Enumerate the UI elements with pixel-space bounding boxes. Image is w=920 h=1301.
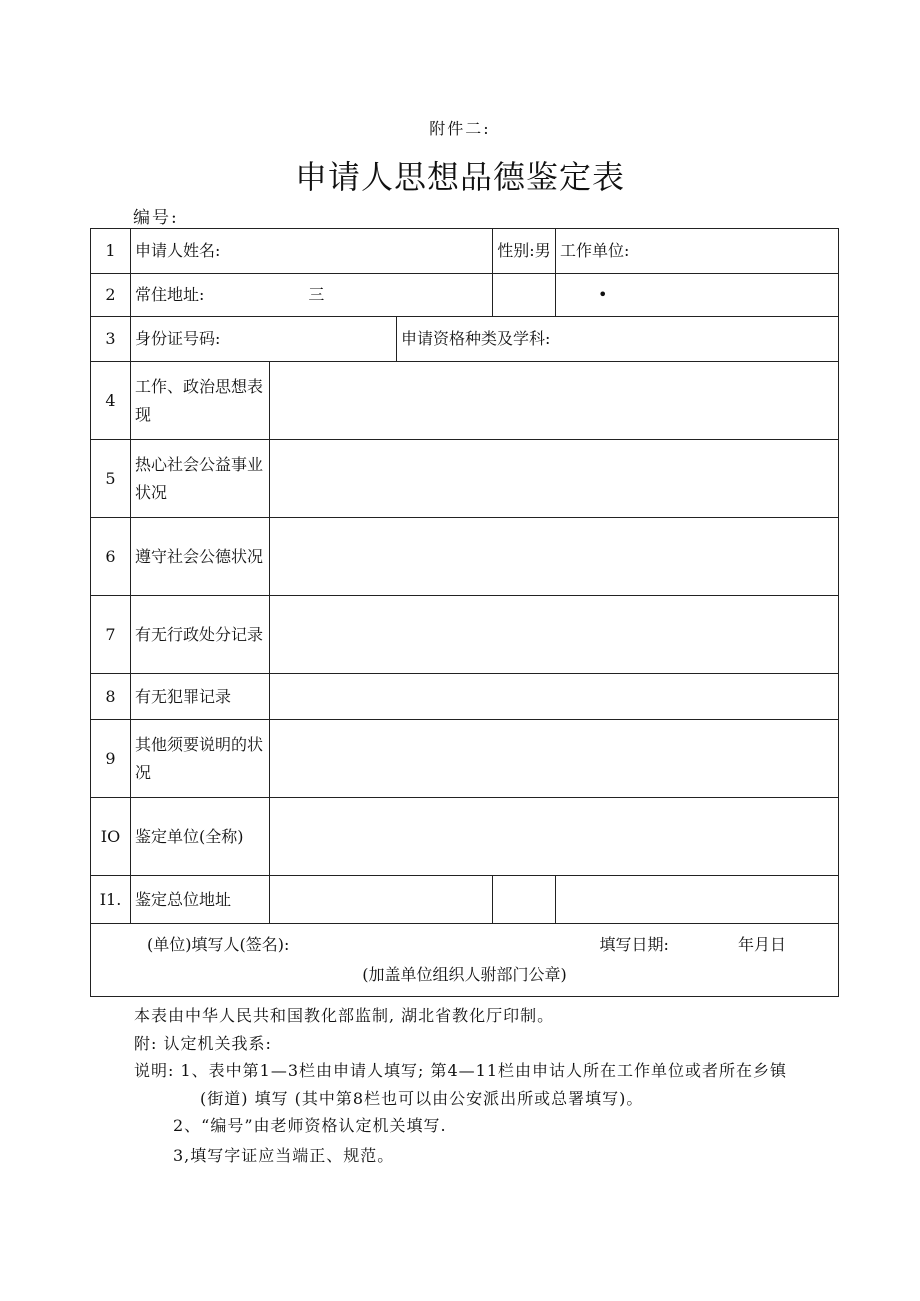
instruction-1: 说明: 1、表中第1—3栏由申请人填写; 第4—11栏由申诂人所在工作单位或者所在乡镇 [134, 1061, 788, 1080]
bullet-mark: • [598, 285, 608, 304]
printed-by-note: 本表由中华人民共和国教化部监制, 湖北省教化厅印制。 [134, 1006, 555, 1025]
address-field-cell-2[interactable] [493, 274, 556, 317]
row-number: 3 [91, 317, 131, 362]
row-number: 1 [91, 229, 131, 274]
seal-note: (加盖单位组织人驸部门公章) [362, 965, 567, 984]
row-label: 鉴定单位(全称) [131, 798, 270, 876]
instruction-1-continued: (街道) 填写 (其中第8栏也可以由公安派出所或总署填写)。 [200, 1089, 644, 1108]
filler-signature-label: (单位)填写人(签名): [147, 935, 290, 954]
employer-field[interactable] [556, 229, 839, 274]
form-row-3 [91, 317, 839, 362]
gender-field[interactable] [493, 229, 556, 274]
fill-date-value: 年月日 [737, 935, 786, 954]
appraisal-unit-field[interactable] [270, 798, 839, 876]
political-performance-field[interactable] [270, 362, 839, 440]
row-number: 4 [91, 362, 131, 440]
form-row-1 [91, 229, 839, 274]
form-row-2 [91, 274, 839, 317]
row-label: 工作、政治思想表现 [131, 362, 270, 440]
row-number: 8 [91, 674, 131, 720]
address-mid-char: 三 [308, 285, 325, 304]
serial-number-label: 编号: [133, 208, 179, 228]
fill-date-label: 填写日期: [599, 935, 669, 954]
row-label: 其他须要说明的状况 [131, 720, 270, 798]
form-footer-row [91, 924, 839, 997]
form-row-10 [91, 798, 839, 876]
appraisal-form-table [90, 228, 839, 997]
address-field[interactable] [131, 274, 493, 317]
public-welfare-field[interactable] [270, 440, 839, 518]
row-label: 热心社会公益事业状况 [131, 440, 270, 518]
id-number-label: 身份证号码: [135, 329, 221, 348]
unit-address-field-3[interactable] [556, 876, 839, 924]
form-row-7 [91, 596, 839, 674]
row-number: 2 [91, 274, 131, 317]
row-label: 有无行政处分记录 [131, 596, 270, 674]
form-row-6 [91, 518, 839, 596]
row-number: 7 [91, 596, 131, 674]
employer-label: 工作单位: [560, 241, 630, 260]
qualification-label: 申请资格种类及学科: [401, 329, 551, 348]
instruction-2: 2、“编号”由老师资格认定机关填写. [173, 1116, 447, 1135]
row-number: I1. [91, 876, 131, 924]
form-row-9 [91, 720, 839, 798]
unit-address-field-2[interactable] [493, 876, 556, 924]
row-number: 9 [91, 720, 131, 798]
criminal-record-field[interactable] [270, 674, 839, 720]
id-number-field[interactable] [131, 317, 397, 362]
address-label: 常住地址: [135, 285, 205, 304]
authority-contact-note: 附: 认定机关我系: [134, 1034, 272, 1053]
form-row-4 [91, 362, 839, 440]
other-notes-field[interactable] [270, 720, 839, 798]
qualification-field[interactable] [397, 317, 839, 362]
row-number: 5 [91, 440, 131, 518]
row-number: IO [91, 798, 131, 876]
row-label: 有无犯罪记录 [131, 674, 270, 720]
row-label: 遵守社会公德状况 [131, 518, 270, 596]
form-title: 申请人思想品德鉴定表 [294, 158, 625, 196]
administrative-penalty-field[interactable] [270, 596, 839, 674]
form-row-8 [91, 674, 839, 720]
address-field-cell-3[interactable] [556, 274, 839, 317]
row-label: 鉴定总位地址 [131, 876, 270, 924]
signature-area[interactable] [91, 924, 839, 997]
applicant-name-field[interactable] [131, 229, 493, 274]
applicant-name-label: 申请人姓名: [135, 241, 221, 260]
form-row-11 [91, 876, 839, 924]
instruction-3: 3,填写字证应当端正、规范。 [173, 1146, 395, 1165]
gender-label: 性别:男 [497, 241, 551, 260]
unit-address-field-1[interactable] [270, 876, 493, 924]
attachment-label: 附件二: [429, 119, 491, 138]
social-ethics-field[interactable] [270, 518, 839, 596]
form-row-5 [91, 440, 839, 518]
row-number: 6 [91, 518, 131, 596]
